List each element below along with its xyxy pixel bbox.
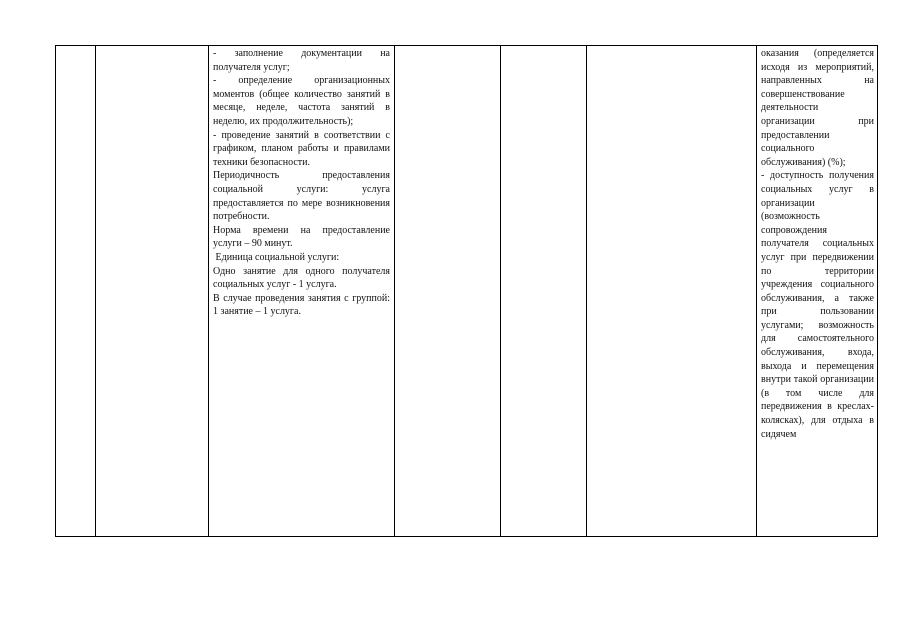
table-row — [56, 46, 878, 537]
cell-quality-indicators — [757, 46, 878, 537]
service-description-text — [213, 47, 390, 319]
cell-empty-4 — [395, 46, 501, 537]
paragraph: - доступность получения социальных услуг в организации (возможность сопровождения получателя социальных услуг при передвижении по территории учреждения социального обслуживания, а также при пользовании услугами; возможность для самостоятельного обслуживания, входа, выхода и перемещения внутри такой организации (в том числе для передвижения в креслах-колясках), для отдыха в сидячем — [761, 170, 874, 440]
paragraph: Единица социальной услуги: — [213, 251, 340, 263]
paragraph: - проведение занятий в соответствии с графиком, планом работы и правилами техники безопасности. — [213, 129, 390, 168]
cell-service-name — [96, 46, 209, 537]
cell-number — [56, 46, 96, 537]
paragraph: Периодичность предоставления социальной услуги: услуга предоставляется по мере возникновения потребности. — [213, 170, 390, 223]
paragraph: Одно занятие для одного получателя социальных услуг - 1 услуга. — [213, 265, 390, 291]
cell-service-description — [209, 46, 395, 537]
paragraph: - заполнение документации на получателя услуг; — [213, 48, 390, 73]
paragraph: - определение организационных моментов (общее количество занятий в месяце, неделе, частота занятий в неделю, их продолжительность); — [213, 75, 390, 127]
paragraph: В случае проведения занятия с группой: 1 занятие – 1 услуга. — [213, 292, 390, 318]
cell-empty-6 — [587, 46, 757, 537]
cell-empty-5 — [501, 46, 587, 537]
paragraph: оказания (определяется исходя из мероприятий, направленных на совершенствование деятельности организации при предоставлении социального обслуживания) (%); — [761, 48, 874, 168]
paragraph: Норма времени на предоставление услуги – 90 минут. — [213, 224, 390, 250]
services-table — [55, 45, 878, 537]
quality-indicators-text — [761, 47, 874, 441]
